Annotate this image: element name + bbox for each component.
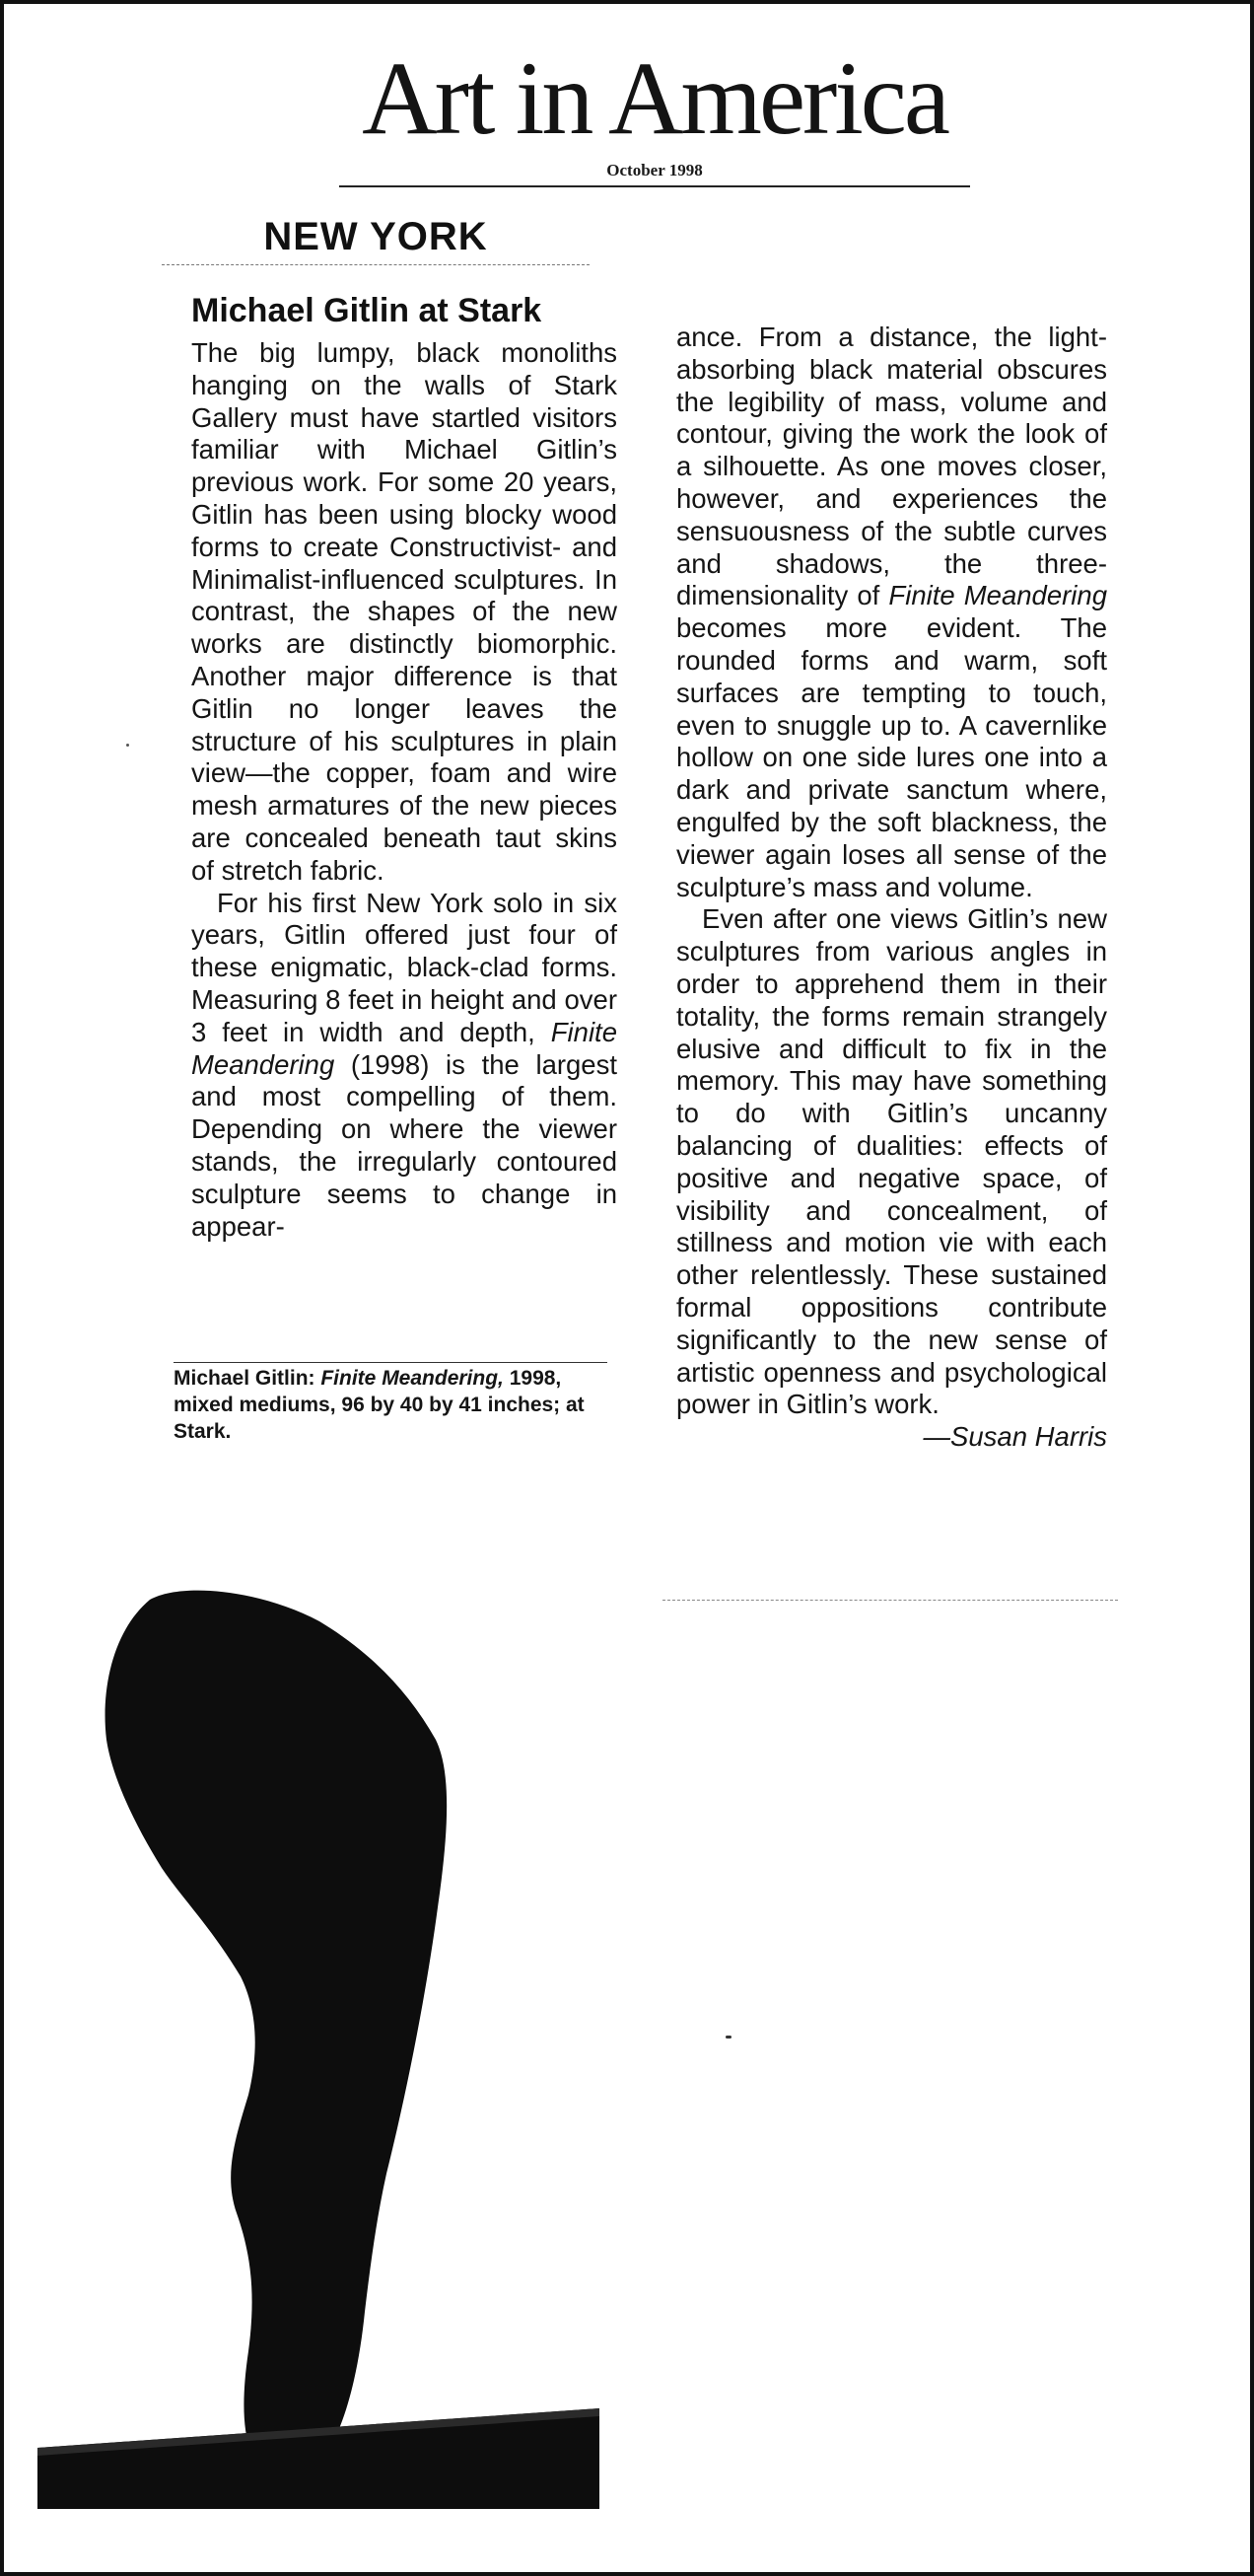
artwork-title: Finite Meandering (888, 580, 1107, 611)
article-end-rule (662, 1600, 1118, 1601)
caption-text: 1998, mixed mediums, 96 by 40 by 41 inches; at Stark. (174, 1367, 585, 1443)
byline: —Susan Harris (923, 1421, 1107, 1453)
photo-caption (174, 1365, 607, 1445)
paragraph: The big lumpy, black monoliths hanging on the walls of Stark Gallery must have startled visitors familiar with Michael Gitlin’s previous work. For some 20 years, Gitlin has been using blocky wood forms to create Constructivist- and Minimalist-influenced sculptures. In contrast, the shapes of the new works are distinctly biomorphic. Another major difference is that Gitlin no longer leaves the structure of his sculptures in plain view—the copper, foam and wire mesh armatures of the new pieces are concealed beneath taut skins of stretch fabric. (191, 337, 617, 886)
paragraph (676, 322, 1107, 903)
text-run: becomes more evident. The rounded forms and warm, soft surfaces are tempting to touch, even to snuggle up to. A cavernlike hollow on one side lures one into a dark and private sanctum where, engulfed by the soft blackness, the viewer again loses all sense of the sculpture’s mass and volume. (676, 612, 1107, 902)
masthead-rule (339, 185, 970, 187)
sculpture-photo (34, 1582, 615, 2519)
article-headline: Michael Gitlin at Stark (191, 292, 542, 329)
magazine-title: Art in America (362, 40, 947, 156)
section-rule (162, 264, 590, 265)
article-column-left (191, 337, 617, 1243)
caption-artwork-title: Finite Meandering, (320, 1367, 504, 1390)
text-run: (1998) is the largest and most compelling of them. Depending on where the viewer stands, the irregularly contoured sculpture seems to change in appear- (191, 1048, 617, 1242)
text-run: For his first New York solo in six years, Gitlin offered just four of these enigmatic, black-clad forms. Measuring 8 feet in height and over 3 feet in width and depth, (191, 887, 617, 1047)
print-speck (726, 2036, 732, 2039)
caption-text: Michael Gitlin: (174, 1367, 321, 1390)
caption-rule (174, 1362, 607, 1363)
section-title: NEW YORK (263, 215, 488, 258)
section-header (162, 213, 590, 262)
paragraph (191, 888, 617, 1244)
sculpture-silhouette (105, 1591, 448, 2478)
artwork-title: Finite Meandering (191, 1016, 617, 1080)
article-column-right (676, 322, 1107, 1454)
masthead (339, 40, 970, 179)
print-speck (126, 744, 129, 747)
text-run: ance. From a distance, the light-absorbing black material obscures the legibility of mass, volume and contour, giving the work the look of a silhouette. As one moves closer, however, and experiences the sensuousness of the subtle curves and shadows, the three-dimensionality of (676, 322, 1107, 611)
issue-date: October 1998 (606, 161, 703, 179)
paragraph: Even after one views Gitlin’s new sculptures from various angles in order to apprehend them in their totality, the forms remain strangely elusive and difficult to fix in the memory. This may have something to do with Gitlin’s uncanny balancing of dualities: effects of positive and negative space, of visibility and concealment, of stillness and motion vie with each other relentlessly. These sustained formal oppositions contribute significantly to the new sense of artistic openness and psychological power in Gitlin’s work. (676, 903, 1107, 1420)
